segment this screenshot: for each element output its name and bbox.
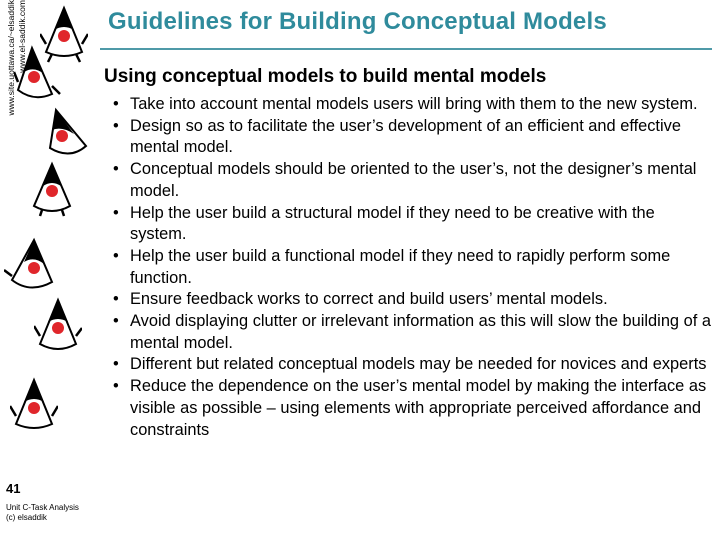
- slide-subtitle: Using conceptual models to build mental models: [104, 66, 547, 87]
- bullet-item: • Design so as to facilitate the user’s development of an efficient and effective mental model.: [113, 116, 713, 159]
- bullet-item: • Conceptual models should be oriented to the user’s, not the designer’s mental model.: [113, 159, 713, 202]
- bullet-item: • Reduce the dependence on the user’s mental model by making the interface as visible as possible – using elements with appropriate perceived affordance and constraints: [113, 376, 713, 441]
- sidebar: [0, 0, 96, 540]
- footer: [6, 503, 79, 523]
- java-duke-mascot-icon: [34, 296, 82, 358]
- title-divider: [100, 48, 712, 50]
- java-duke-mascot-icon: [10, 376, 58, 436]
- bullet-item: • Take into account mental models users will bring with them to the new system.: [113, 94, 713, 116]
- java-duke-mascot-icon: [30, 160, 74, 218]
- url-primary: www.site.uottawa.ca/~elsaddik: [6, 0, 16, 116]
- bullet-item: • Help the user build a functional model if they need to rapidly perform some function.: [113, 246, 713, 289]
- bullet-item: • Ensure feedback works to correct and build users’ mental models.: [113, 289, 713, 311]
- bullet-list: [113, 94, 713, 441]
- slide-number: 41: [6, 481, 21, 496]
- java-duke-mascot-icon: [46, 106, 90, 162]
- bullet-item: • Avoid displaying clutter or irrelevant information as this will slow the building of a mental model.: [113, 311, 713, 354]
- java-duke-mascot-icon: [14, 44, 62, 106]
- java-duke-mascot-icon: [4, 236, 56, 296]
- slide-title: Guidelines for Building Conceptual Models: [108, 8, 607, 35]
- footer-course: Unit C-Task Analysis: [6, 503, 79, 512]
- url-secondary: www.el-saddik.com: [17, 0, 27, 73]
- bullet-item: • Help the user build a structural model if they need to be creative with the system.: [113, 203, 713, 246]
- footer-copyright: (c) elsaddik: [6, 513, 47, 522]
- bullet-item: • Different but related conceptual models may be needed for novices and experts: [113, 354, 713, 376]
